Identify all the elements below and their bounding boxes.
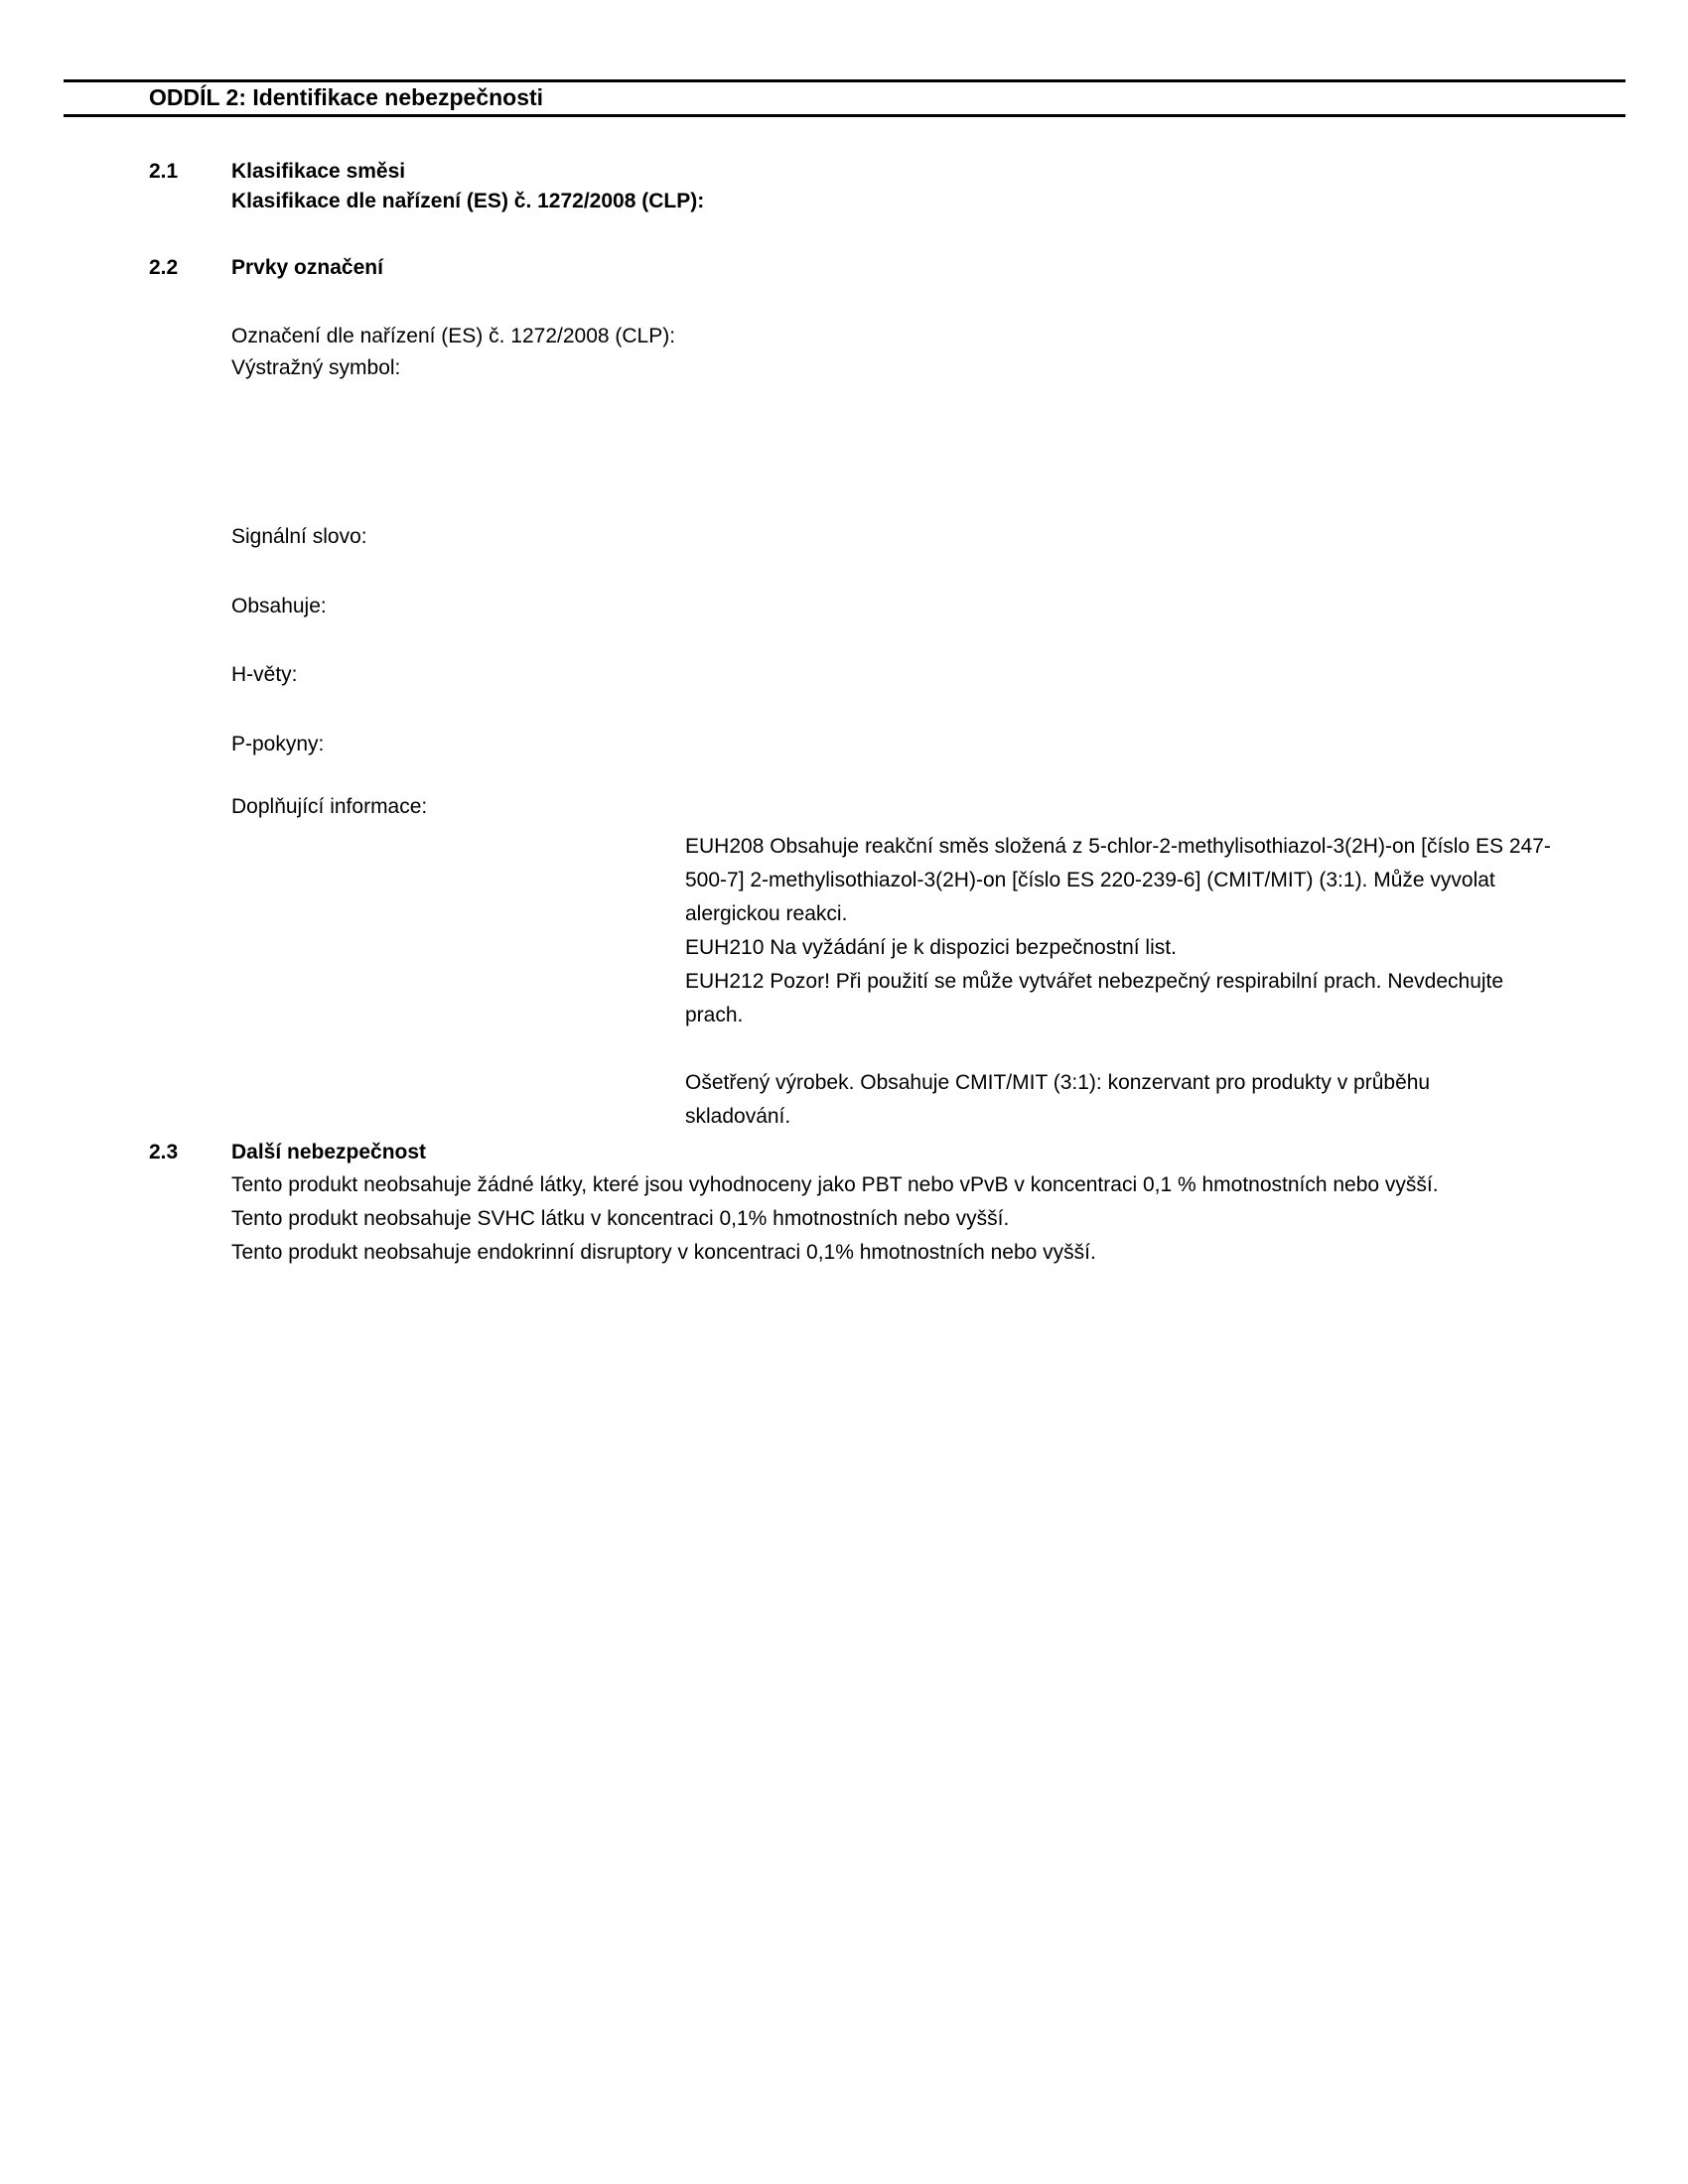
euh210-line: EUH210 Na vyžádání je k dispozici bezpečnostní list. bbox=[685, 936, 1177, 959]
euh208-line: 500-7] 2-methylisothiazol-3(2H)-on [číslo ES 220-239-6] (CMIT/MIT) (3:1). Může vyvolat bbox=[685, 869, 1495, 891]
section-2-1-heading: Klasifikace směsi bbox=[231, 160, 406, 183]
clp-labeling-label: Označení dle nařízení (ES) č. 1272/2008 (CLP): bbox=[231, 325, 676, 347]
h-statements-label: H-věty: bbox=[231, 663, 298, 686]
endocrine-disruptor-line: Tento produkt neobsahuje endokrinní disruptory v koncentraci 0,1% hmotnostních nebo vyšší. bbox=[231, 1241, 1096, 1264]
section-2-3-heading: Další nebezpečnost bbox=[231, 1141, 427, 1163]
section-2-title: ODDÍL 2: Identifikace nebezpečnosti bbox=[149, 84, 544, 110]
section-2-1-number: 2.1 bbox=[149, 160, 179, 183]
contains-label: Obsahuje: bbox=[231, 595, 327, 617]
section-rule-bottom bbox=[64, 114, 1625, 117]
svhc-line: Tento produkt neobsahuje SVHC látku v koncentraci 0,1% hmotnostních nebo vyšší. bbox=[231, 1207, 1010, 1230]
section-2-2-heading: Prvky označení bbox=[231, 256, 383, 279]
treated-article-line: skladování. bbox=[685, 1105, 791, 1128]
p-statements-label: P-pokyny: bbox=[231, 733, 325, 755]
pbt-vpvb-line: Tento produkt neobsahuje žádné látky, které jsou vyhodnoceny jako PBT nebo vPvB v koncentraci 0,1 % hmotnostních nebo vyšší. bbox=[231, 1173, 1439, 1196]
treated-article-line: Ošetřený výrobek. Obsahuje CMIT/MIT (3:1): konzervant pro produkty v průběhu bbox=[685, 1071, 1431, 1094]
euh212-line: EUH212 Pozor! Při použití se může vytvářet nebezpečný respirabilní prach. Nevdechujte bbox=[685, 970, 1504, 993]
additional-info-label: Doplňující informace: bbox=[231, 795, 428, 818]
euh208-line: EUH208 Obsahuje reakční směs složená z 5-chlor-2-methylisothiazol-3(2H)-on [číslo ES 247- bbox=[685, 835, 1551, 858]
section-2-2-number: 2.2 bbox=[149, 256, 179, 279]
euh208-line: alergickou reakci. bbox=[685, 902, 848, 925]
section-2-3-number: 2.3 bbox=[149, 1141, 179, 1163]
further-hazards-text bbox=[231, 1168, 1439, 1270]
clp-classification-label: Klasifikace dle nařízení (ES) č. 1272/2008 (CLP): bbox=[231, 190, 705, 212]
euh-statements-block bbox=[685, 830, 1551, 1032]
signal-word-label: Signální slovo: bbox=[231, 525, 367, 548]
section-rule-top bbox=[64, 79, 1625, 82]
euh212-line: prach. bbox=[685, 1004, 744, 1026]
treated-article-note bbox=[685, 1066, 1430, 1134]
warning-symbol-label: Výstražný symbol: bbox=[231, 356, 401, 379]
